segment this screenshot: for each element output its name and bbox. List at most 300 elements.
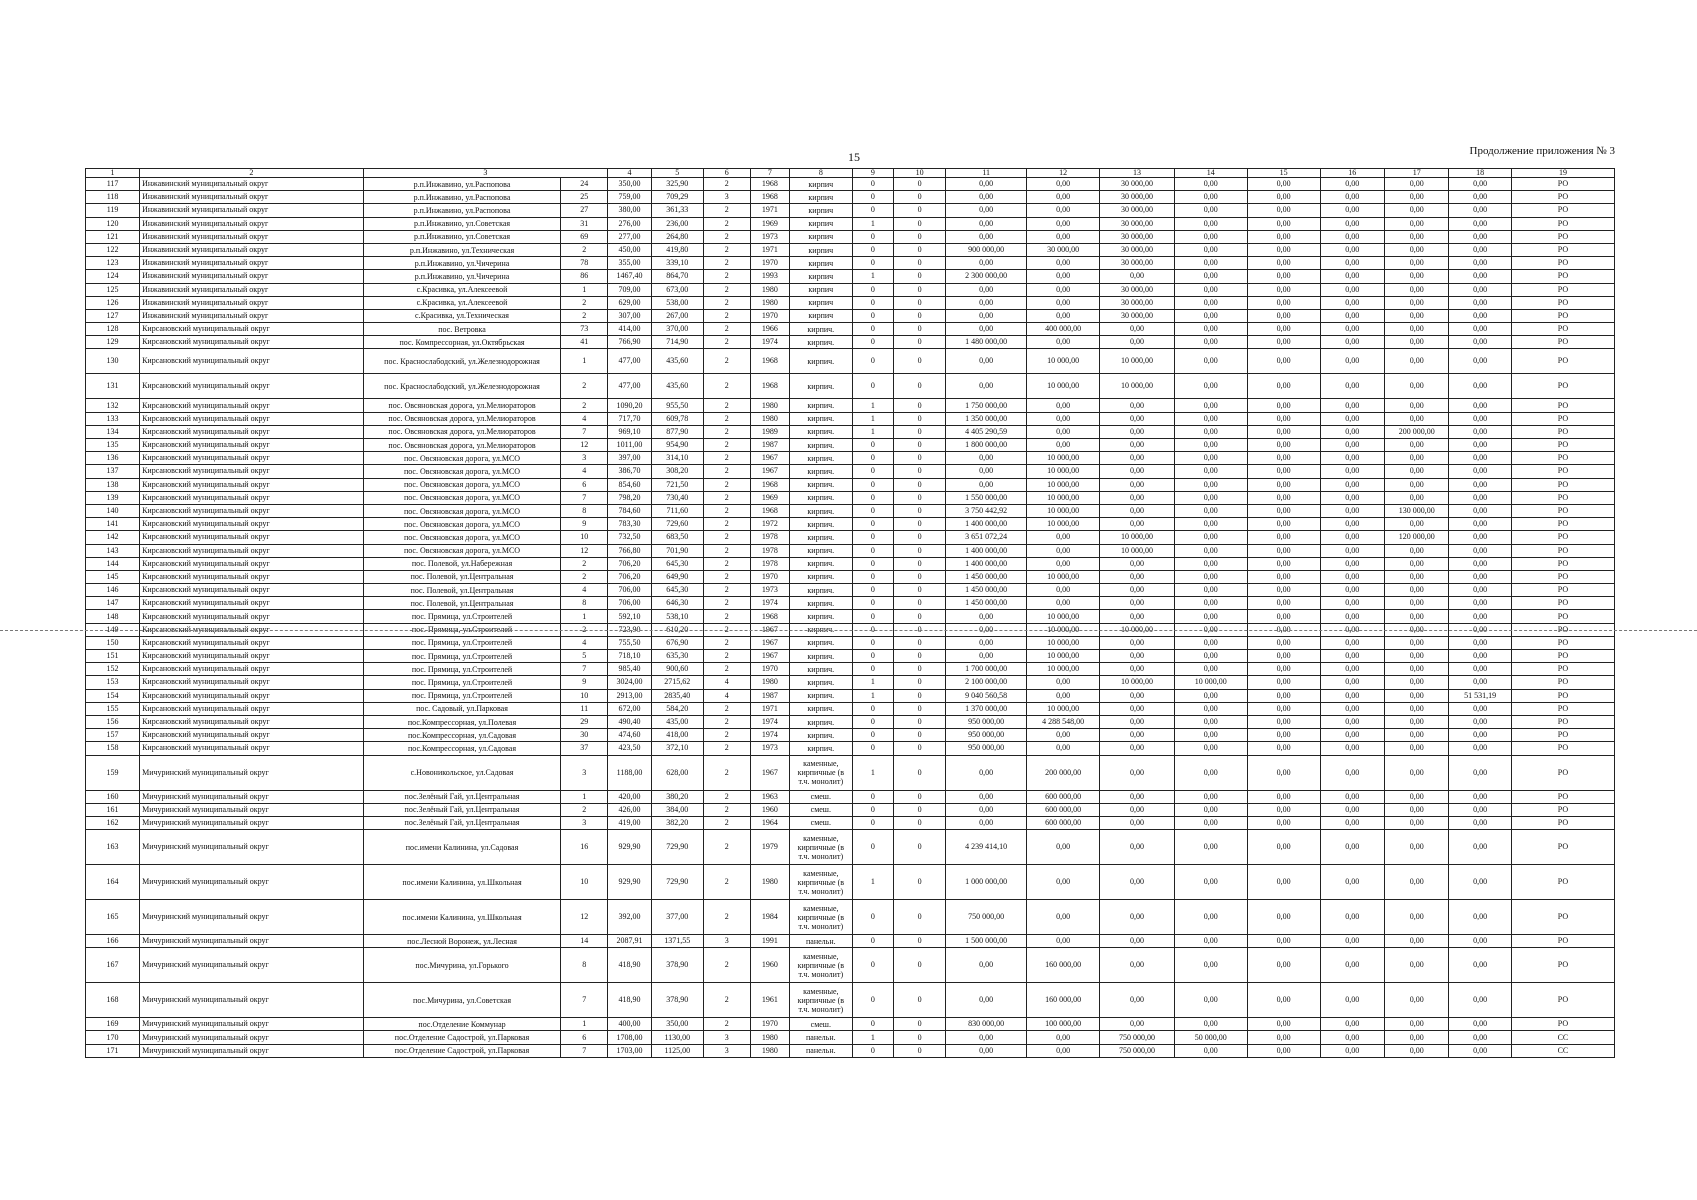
table-cell: пос. Овсяновская дорога, ул.МСО — [363, 531, 561, 544]
table-cell: 0 — [852, 715, 894, 728]
table-row — [86, 729, 1615, 742]
table-cell: 0,00 — [1384, 544, 1448, 557]
table-cell: кирпич. — [790, 518, 852, 531]
table-cell: 0,00 — [1100, 803, 1175, 816]
table-cell: 10 000,00 — [1100, 544, 1175, 557]
table-cell: 0,00 — [1449, 702, 1511, 715]
table-cell: р.п.Инжавино, ул.Техническая — [363, 243, 561, 256]
table-cell: 30 000,00 — [1100, 309, 1175, 322]
table-cell: 0,00 — [1384, 816, 1448, 829]
table-cell: 0,00 — [946, 623, 1027, 636]
table-cell: 1 400 000,00 — [946, 518, 1027, 531]
table-cell: 1 450 000,00 — [946, 597, 1027, 610]
table-cell: 0 — [894, 650, 946, 663]
table-cell: 0,00 — [1449, 283, 1511, 296]
table-cell: 1 — [561, 283, 608, 296]
table-cell: 136 — [86, 452, 140, 465]
table-cell: 0,00 — [1320, 399, 1384, 412]
table-cell: 985,40 — [608, 663, 652, 676]
table-cell: Кирсановский муниципальный округ — [140, 636, 364, 649]
table-cell: 0,00 — [1384, 610, 1448, 623]
table-cell: с.Красивка, ул.Алексеевой — [363, 296, 561, 309]
table-cell: 0 — [852, 243, 894, 256]
table-cell: кирпич — [790, 283, 852, 296]
table-cell: 1978 — [750, 544, 790, 557]
table-cell: 7 — [561, 1044, 608, 1057]
table-cell: 10 000,00 — [1027, 663, 1100, 676]
table-cell: 600 000,00 — [1027, 816, 1100, 829]
table-cell: Мичуринский муниципальный округ — [140, 1031, 364, 1044]
table-cell: 0 — [852, 610, 894, 623]
table-cell: 1 — [852, 425, 894, 438]
table-cell: РО — [1511, 1018, 1614, 1031]
table-cell: Кирсановский муниципальный округ — [140, 729, 364, 742]
table-cell: р.п.Инжавино, ул.Распопова — [363, 178, 561, 191]
table-cell: РО — [1511, 270, 1614, 283]
table-cell: 0,00 — [1100, 478, 1175, 491]
table-cell: 170 — [86, 1031, 140, 1044]
table-cell: 30 000,00 — [1100, 283, 1175, 296]
table-cell: 0,00 — [1100, 465, 1175, 478]
table-cell: 0 — [894, 1031, 946, 1044]
table-cell: 2 — [561, 309, 608, 322]
table-cell: 0,00 — [1174, 900, 1247, 935]
table-cell: 30 — [561, 729, 608, 742]
column-number-cell: 18 — [1449, 169, 1511, 178]
table-cell: 0,00 — [1027, 544, 1100, 557]
table-cell: пос. Прямица, ул.Строителей — [363, 689, 561, 702]
table-cell: 0,00 — [1027, 412, 1100, 425]
table-cell: кирпич. — [790, 399, 852, 412]
table-cell: 0,00 — [946, 465, 1027, 478]
table-cell: 0,00 — [1320, 1044, 1384, 1057]
table-cell: 0,00 — [1027, 830, 1100, 865]
table-cell: 0,00 — [1320, 803, 1384, 816]
table-cell: 0,00 — [1384, 217, 1448, 230]
table-row — [86, 349, 1615, 374]
table-cell: 477,00 — [608, 349, 652, 374]
table-cell: 1967 — [750, 636, 790, 649]
continuation-label: Продолжение приложения № 3 — [1469, 145, 1615, 157]
table-cell: 0,00 — [1449, 1044, 1511, 1057]
table-cell: 0 — [852, 283, 894, 296]
table-cell: 2 — [703, 830, 750, 865]
table-cell: 0,00 — [1247, 191, 1320, 204]
table-cell: 784,60 — [608, 504, 652, 517]
table-row — [86, 439, 1615, 452]
table-cell: 0,00 — [1100, 650, 1175, 663]
table-cell: 0,00 — [1174, 452, 1247, 465]
table-cell: 12 — [561, 544, 608, 557]
table-cell: пос. Ветровка — [363, 323, 561, 336]
table-cell: 1 — [852, 676, 894, 689]
table-cell: пос.имени Калинина, ул.Школьная — [363, 900, 561, 935]
table-cell: 435,00 — [651, 715, 703, 728]
table-cell: 0,00 — [1449, 983, 1511, 1018]
table-cell: 592,10 — [608, 610, 652, 623]
table-cell: 0,00 — [1027, 531, 1100, 544]
table-cell: 2087,91 — [608, 935, 652, 948]
table-cell: 0,00 — [1384, 191, 1448, 204]
table-cell: 0,00 — [1320, 790, 1384, 803]
table-cell: 1960 — [750, 803, 790, 816]
table-cell: 701,90 — [651, 544, 703, 557]
table-cell: 1967 — [750, 650, 790, 663]
table-cell: 0,00 — [1320, 425, 1384, 438]
table-row — [86, 399, 1615, 412]
table-cell: 0 — [894, 412, 946, 425]
table-cell: 0,00 — [1384, 399, 1448, 412]
table-cell: 730,40 — [651, 491, 703, 504]
table-cell: 0,00 — [1247, 1018, 1320, 1031]
table-cell: 117 — [86, 178, 140, 191]
table-cell: 380,20 — [651, 790, 703, 803]
table-cell: 0,00 — [1247, 452, 1320, 465]
table-cell: 0,00 — [1247, 650, 1320, 663]
table-cell: 153 — [86, 676, 140, 689]
table-cell: 729,90 — [651, 830, 703, 865]
table-cell: Мичуринский муниципальный округ — [140, 948, 364, 983]
table-cell: 0,00 — [946, 948, 1027, 983]
table-cell: 0,00 — [1174, 336, 1247, 349]
table-cell: 1 450 000,00 — [946, 584, 1027, 597]
table-cell: Кирсановский муниципальный округ — [140, 702, 364, 715]
table-cell: 0,00 — [1100, 570, 1175, 583]
table-cell: 159 — [86, 755, 140, 790]
table-cell: 900 000,00 — [946, 243, 1027, 256]
table-cell: 0,00 — [1247, 676, 1320, 689]
table-cell: 0,00 — [1449, 557, 1511, 570]
table-cell: 600 000,00 — [1027, 803, 1100, 816]
table-cell: кирпич. — [790, 742, 852, 755]
table-cell: 2 — [703, 439, 750, 452]
table-cell: 2 — [703, 544, 750, 557]
table-cell: 10 000,00 — [1027, 349, 1100, 374]
table-cell: 1967 — [750, 755, 790, 790]
table-cell: 0,00 — [1384, 830, 1448, 865]
table-cell: 145 — [86, 570, 140, 583]
table-cell: 0 — [894, 217, 946, 230]
table-cell: РО — [1511, 178, 1614, 191]
table-cell: 0,00 — [1100, 636, 1175, 649]
table-cell: 0,00 — [1384, 412, 1448, 425]
table-cell: 0 — [852, 452, 894, 465]
table-cell: 151 — [86, 650, 140, 663]
table-cell: пос. Прямица, ул.Строителей — [363, 610, 561, 623]
table-cell: 128 — [86, 323, 140, 336]
table-cell: РО — [1511, 531, 1614, 544]
table-cell: 3 — [561, 755, 608, 790]
table-cell: 0,00 — [1100, 742, 1175, 755]
table-cell: 766,90 — [608, 336, 652, 349]
table-cell: 0,00 — [1027, 676, 1100, 689]
table-cell: 4 — [561, 465, 608, 478]
table-cell: 0,00 — [1247, 374, 1320, 399]
table-cell: кирпич. — [790, 729, 852, 742]
table-cell: 0,00 — [1247, 425, 1320, 438]
table-cell: 0 — [852, 742, 894, 755]
table-cell: 0,00 — [946, 983, 1027, 1018]
table-cell: р.п.Инжавино, ул.Советская — [363, 217, 561, 230]
table-cell: 0 — [894, 610, 946, 623]
table-cell: 0,00 — [1449, 865, 1511, 900]
table-cell: 0,00 — [1174, 742, 1247, 755]
table-cell: 2 — [703, 790, 750, 803]
table-row — [86, 557, 1615, 570]
table-cell: РО — [1511, 650, 1614, 663]
table-cell: 11 — [561, 702, 608, 715]
table-row — [86, 283, 1615, 296]
table-cell: 0,00 — [1384, 270, 1448, 283]
table-cell: 137 — [86, 465, 140, 478]
table-cell: 1 — [561, 610, 608, 623]
table-cell: Инжавинский муниципальный округ — [140, 309, 364, 322]
table-cell: 2 — [703, 257, 750, 270]
table-cell: 0,00 — [1174, 702, 1247, 715]
table-row — [86, 584, 1615, 597]
table-cell: 120 — [86, 217, 140, 230]
table-cell: РО — [1511, 900, 1614, 935]
table-cell: 12 — [561, 439, 608, 452]
table-cell: 1 — [852, 755, 894, 790]
table-cell: 0,00 — [1320, 412, 1384, 425]
table-cell: 1130,00 — [651, 1031, 703, 1044]
table-cell: 156 — [86, 715, 140, 728]
table-cell: 0,00 — [946, 478, 1027, 491]
table-cell: 1 — [852, 865, 894, 900]
table-cell: 148 — [86, 610, 140, 623]
table-cell: 0 — [852, 336, 894, 349]
table-cell: 0,00 — [1100, 336, 1175, 349]
table-cell: 1967 — [750, 452, 790, 465]
table-row — [86, 816, 1615, 829]
table-cell: пос. Овсяновская дорога, ул.МСО — [363, 452, 561, 465]
table-cell: 2 300 000,00 — [946, 270, 1027, 283]
register-table — [85, 168, 1615, 1058]
scan-fold-line — [0, 630, 1697, 631]
table-cell: 709,29 — [651, 191, 703, 204]
table-cell: 307,00 — [608, 309, 652, 322]
table-cell: каменные, кирпичные (в т.ч. монолит) — [790, 830, 852, 865]
table-cell: 0,00 — [1174, 309, 1247, 322]
table-cell: 0 — [894, 296, 946, 309]
table-cell: Мичуринский муниципальный округ — [140, 935, 364, 948]
table-cell: 0,00 — [1174, 803, 1247, 816]
table-cell: 7 — [561, 983, 608, 1018]
table-cell: 0,00 — [1174, 283, 1247, 296]
table-cell: 0,00 — [1449, 597, 1511, 610]
table-row — [86, 230, 1615, 243]
table-cell: Кирсановский муниципальный округ — [140, 478, 364, 491]
table-cell: пос.Мичурина, ул.Советская — [363, 983, 561, 1018]
table-cell: 0 — [894, 816, 946, 829]
table-cell: 51 531,19 — [1449, 689, 1511, 702]
table-cell: 0,00 — [1449, 729, 1511, 742]
table-cell: 0,00 — [1320, 636, 1384, 649]
table-row — [86, 663, 1615, 676]
table-cell: 0 — [894, 702, 946, 715]
table-cell: 121 — [86, 230, 140, 243]
table-cell: пос.Лесной Воронеж, ул.Лесная — [363, 935, 561, 948]
table-cell: 0,00 — [1320, 1018, 1384, 1031]
table-cell: Кирсановский муниципальный округ — [140, 676, 364, 689]
table-cell: 0 — [852, 257, 894, 270]
table-cell: 0 — [894, 309, 946, 322]
table-cell: 969,10 — [608, 425, 652, 438]
table-cell: кирпич. — [790, 584, 852, 597]
table-cell: 683,50 — [651, 531, 703, 544]
table-cell: 267,00 — [651, 309, 703, 322]
table-cell: 1991 — [750, 935, 790, 948]
table-cell: 0 — [852, 702, 894, 715]
table-cell: 124 — [86, 270, 140, 283]
table-cell: 0,00 — [1247, 478, 1320, 491]
table-cell: 0,00 — [1320, 715, 1384, 728]
table-cell: РО — [1511, 715, 1614, 728]
table-cell: 2 — [703, 742, 750, 755]
table-cell: 0 — [852, 1044, 894, 1057]
table-cell: 0,00 — [1100, 452, 1175, 465]
table-row — [86, 597, 1615, 610]
table-cell: 0 — [852, 557, 894, 570]
table-cell: РО — [1511, 504, 1614, 517]
table-cell: 5 — [561, 650, 608, 663]
table-cell: 766,80 — [608, 544, 652, 557]
table-cell: 0,00 — [1449, 504, 1511, 517]
table-cell: 0,00 — [1174, 623, 1247, 636]
table-row — [86, 518, 1615, 531]
table-cell: 0,00 — [1027, 399, 1100, 412]
table-cell: 1978 — [750, 531, 790, 544]
table-cell: 0,00 — [1449, 323, 1511, 336]
table-cell: 0,00 — [1384, 336, 1448, 349]
table-cell: 0,00 — [946, 755, 1027, 790]
table-cell: 1 — [852, 399, 894, 412]
table-cell: 0,00 — [1384, 557, 1448, 570]
table-cell: 0,00 — [1449, 742, 1511, 755]
table-cell: 2715,62 — [651, 676, 703, 689]
table-cell: 0 — [852, 323, 894, 336]
table-row — [86, 204, 1615, 217]
table-cell: 0 — [852, 478, 894, 491]
table-cell: 4 — [703, 676, 750, 689]
table-cell: пос. Компрессорная, ул.Октябрьская — [363, 336, 561, 349]
column-number-cell: 13 — [1100, 169, 1175, 178]
table-cell: 0,00 — [1449, 584, 1511, 597]
table-cell: 0,00 — [1100, 663, 1175, 676]
table-cell: 10 — [561, 531, 608, 544]
table-cell: 0,00 — [1100, 830, 1175, 865]
table-cell: РО — [1511, 623, 1614, 636]
table-cell: 950 000,00 — [946, 729, 1027, 742]
table-cell: 25 — [561, 191, 608, 204]
table-cell: 2 — [703, 570, 750, 583]
table-cell: 0,00 — [1027, 230, 1100, 243]
table-cell: 1973 — [750, 584, 790, 597]
table-cell: 2 — [703, 323, 750, 336]
table-cell: р.п.Инжавино, ул.Советская — [363, 230, 561, 243]
table-cell: 1971 — [750, 204, 790, 217]
table-cell: РО — [1511, 816, 1614, 829]
table-cell: 645,30 — [651, 557, 703, 570]
table-cell: 0,00 — [1449, 715, 1511, 728]
table-cell: 0,00 — [1449, 948, 1511, 983]
table-cell: 0,00 — [946, 323, 1027, 336]
table-cell: 0,00 — [1174, 650, 1247, 663]
table-cell: 0,00 — [1320, 243, 1384, 256]
table-cell: 729,60 — [651, 518, 703, 531]
table-cell: 0,00 — [1449, 412, 1511, 425]
table-cell: РО — [1511, 336, 1614, 349]
table-cell: 864,70 — [651, 270, 703, 283]
table-cell: пос. Прямица, ул.Строителей — [363, 676, 561, 689]
table-cell: РО — [1511, 296, 1614, 309]
table-cell: Кирсановский муниципальный округ — [140, 518, 364, 531]
table-cell: 718,10 — [608, 650, 652, 663]
table-row — [86, 650, 1615, 663]
table-cell: 277,00 — [608, 230, 652, 243]
table-cell: 0,00 — [946, 283, 1027, 296]
table-cell: 0,00 — [1320, 296, 1384, 309]
table-cell: 750 000,00 — [1100, 1044, 1175, 1057]
table-cell: 0 — [894, 623, 946, 636]
table-cell: 0,00 — [1320, 504, 1384, 517]
table-cell: 0,00 — [1449, 790, 1511, 803]
table-row — [86, 504, 1615, 517]
table-cell: 929,90 — [608, 830, 652, 865]
table-cell: 0,00 — [1320, 217, 1384, 230]
table-cell: 0 — [894, 830, 946, 865]
table-cell: РО — [1511, 478, 1614, 491]
table-cell: кирпич. — [790, 349, 852, 374]
table-cell: 0,00 — [1384, 323, 1448, 336]
table-cell: пос. Краснослабодский, ул.Железнодорожная — [363, 349, 561, 374]
table-cell: 426,00 — [608, 803, 652, 816]
column-number-cell: 5 — [651, 169, 703, 178]
register-table-body — [86, 169, 1615, 1058]
table-cell: 7 — [561, 425, 608, 438]
table-cell: 0,00 — [1320, 323, 1384, 336]
table-cell: РО — [1511, 412, 1614, 425]
table-cell: 118 — [86, 191, 140, 204]
table-cell: 24 — [561, 178, 608, 191]
table-cell: 2 — [561, 296, 608, 309]
table-cell: Кирсановский муниципальный округ — [140, 374, 364, 399]
table-cell: 1980 — [750, 1031, 790, 1044]
column-number-row — [86, 169, 1615, 178]
table-cell: РО — [1511, 570, 1614, 583]
table-cell: 161 — [86, 803, 140, 816]
table-cell: 166 — [86, 935, 140, 948]
table-cell: 3 — [561, 452, 608, 465]
table-cell: 0 — [894, 439, 946, 452]
table-cell: 0,00 — [1247, 570, 1320, 583]
table-cell: Кирсановский муниципальный округ — [140, 452, 364, 465]
table-cell: РО — [1511, 309, 1614, 322]
table-cell: 0,00 — [1027, 689, 1100, 702]
table-cell: 0,00 — [1384, 283, 1448, 296]
table-cell: 0 — [852, 790, 894, 803]
table-cell: 0 — [894, 557, 946, 570]
table-cell: 386,70 — [608, 465, 652, 478]
table-cell: 380,00 — [608, 204, 652, 217]
table-cell: РО — [1511, 597, 1614, 610]
table-cell: смеш. — [790, 790, 852, 803]
table-cell: 0 — [894, 636, 946, 649]
table-cell: 0,00 — [1100, 983, 1175, 1018]
table-cell: РО — [1511, 283, 1614, 296]
table-cell: 0,00 — [1449, 257, 1511, 270]
